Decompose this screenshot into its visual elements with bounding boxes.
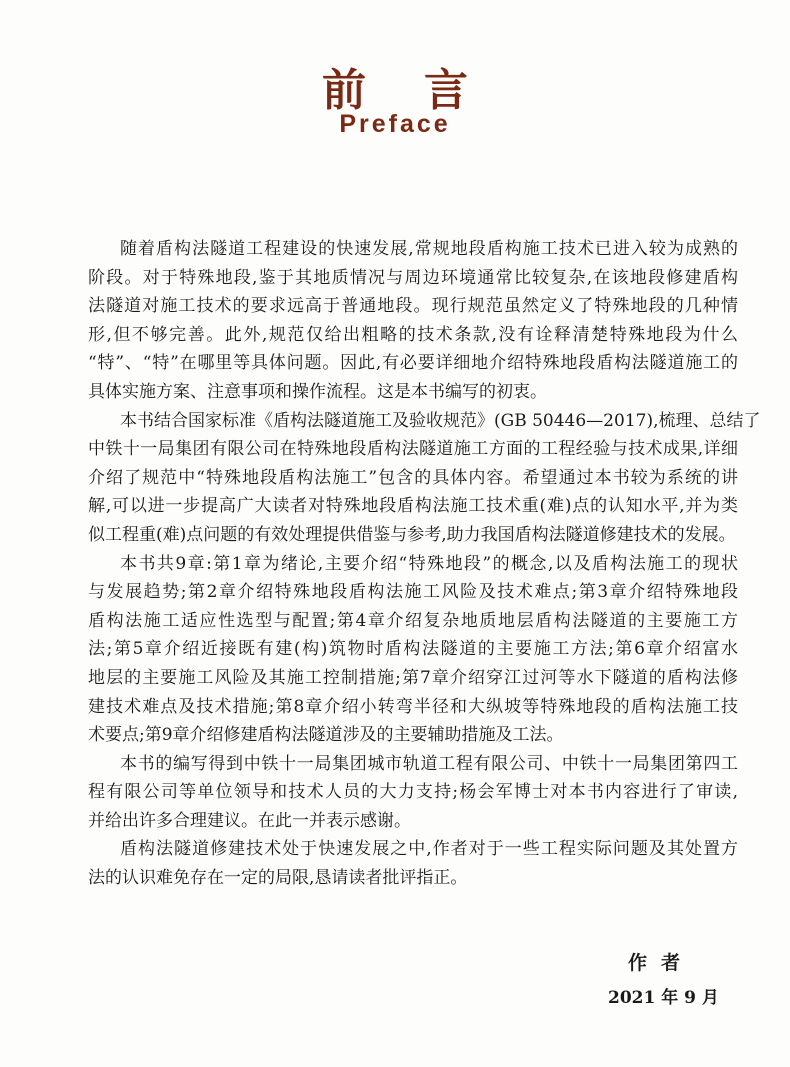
- paragraph: [88, 407, 761, 550]
- paragraph-line: 并给出许多合理建议。在此一并表示感谢。: [88, 810, 411, 831]
- paragraph-line: 盾构法施工适应性选型与配置;第4章介绍复杂地质地层盾构法隧道的主要施工方: [88, 610, 738, 631]
- paragraph-line: 盾构法隧道修建技术处于快速发展之中,作者对于一些工程实际问题及其处置方: [120, 839, 738, 860]
- signature-date: 2021 年 9 月: [608, 988, 719, 1008]
- paragraph-line: 随着盾构法隧道工程建设的快速发展,常规地段盾构施工技术已进入较为成熟的: [120, 239, 738, 259]
- paragraph-line: 具体实施方案、注意事项和操作流程。这是本书编写的初衷。: [88, 381, 547, 402]
- paragraph-line: 法的认识难免存在一定的局限,恳请读者批评指正。: [88, 868, 468, 889]
- paragraph-line: 法;第5章介绍近接既有建(构)筑物时盾构法隧道的主要施工方法;第6章介绍富水: [88, 639, 738, 660]
- paragraph-line: 法隧道对施工技术的要求远高于普通地段。现行规范虽然定义了特殊地段的几种情: [88, 296, 738, 317]
- paragraph-line: 本书结合国家标准《盾构法隧道施工及验收规范》(GB 50446—2017),梳理、总结了: [120, 410, 761, 431]
- paragraph-line: 与发展趋势;第2章介绍特殊地段盾构法施工风险及技术难点;第3章介绍特殊地段: [88, 582, 738, 603]
- paragraph-line: 术要点;第9章介绍修建盾构法隧道涉及的主要辅助措施及工法。: [88, 725, 564, 746]
- signature-author: 作者: [628, 952, 695, 974]
- paragraph-line: 形,但不够完善。此外,规范仅给出粗略的技术条款,没有诠释清楚特殊地段为什么: [88, 324, 738, 345]
- paragraph: [88, 550, 738, 750]
- paragraph-line: 本书共9章:第1章为绪论,主要介绍“特殊地段”的概念,以及盾构法施工的现状: [120, 553, 738, 574]
- paragraph-line: 中铁十一局集团有限公司在特殊地段盾构法隧道施工方面的工程经验与技术成果,详细: [88, 439, 738, 460]
- paragraph: [88, 235, 738, 407]
- page-title-chinese: 前言: [322, 65, 526, 116]
- paragraph-line: 似工程重(难)点问题的有效处理提供借鉴与参考,助力我国盾构法隧道修建技术的发展。: [88, 524, 736, 545]
- paragraph-line: 阶段。对于特殊地段,鉴于其地质情况与周边环境通常比较复杂,在该地段修建盾构: [88, 267, 738, 288]
- paragraph-line: 本书的编写得到中铁十一局集团城市轨道工程有限公司、中铁十一局集团第四工: [120, 753, 738, 774]
- paragraph-line: 地层的主要施工风险及其施工控制措施;第7章介绍穿江过河等水下隧道的盾构法修: [88, 667, 738, 688]
- page-title-english: Preface: [339, 110, 451, 138]
- paragraph-line: 程有限公司等单位领导和技术人员的大力支持;杨会军博士对本书内容进行了审读,: [88, 782, 738, 803]
- paragraph: [88, 835, 738, 892]
- preface-body: [88, 235, 761, 893]
- paragraph-line: 解,可以进一步提高广大读者对特殊地段盾构法施工技术重(难)点的认知水平,并为类: [88, 496, 738, 517]
- paragraph-line: 建技术难点及技术措施;第8章介绍小转弯半径和大纵坡等特殊地段的盾构法施工技: [88, 696, 738, 717]
- paragraph-line: “特”、“特”在哪里等具体问题。因此,有必要详细地介绍特殊地段盾构法隧道施工的: [88, 353, 738, 374]
- paragraph-line: 介绍了规范中“特殊地段盾构法施工”包含的具体内容。希望通过本书较为系统的讲: [88, 467, 738, 488]
- paragraph: [88, 750, 738, 836]
